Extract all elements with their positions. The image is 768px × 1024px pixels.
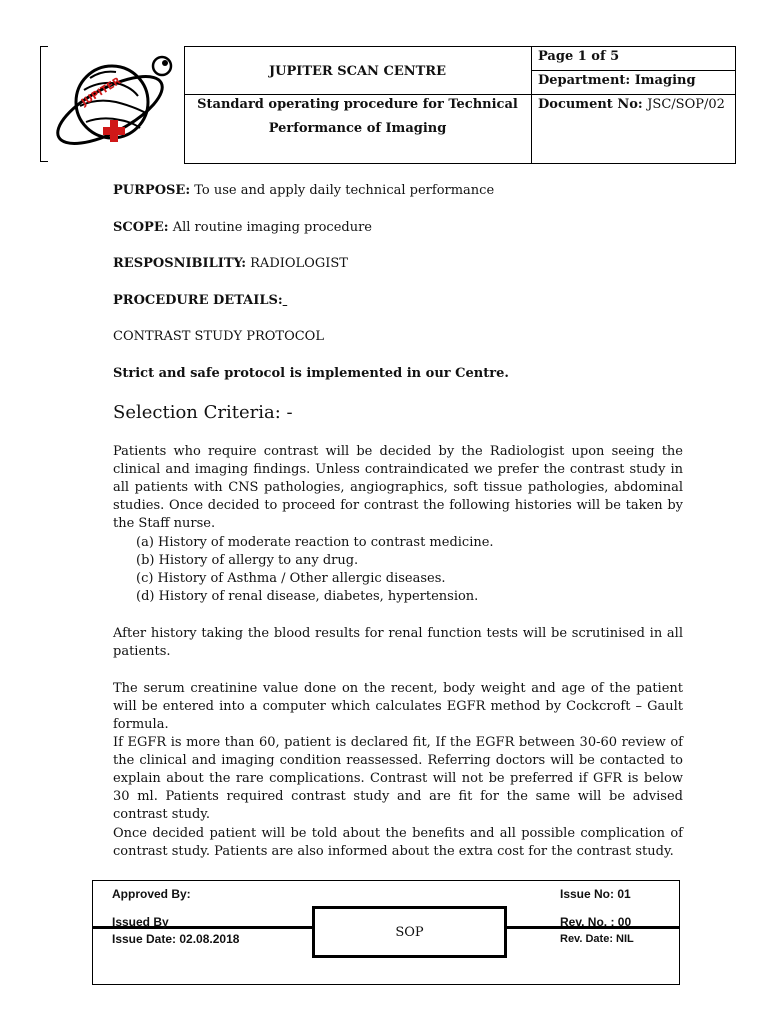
svg-text:JUPITER: JUPITER <box>79 75 124 109</box>
sop-title-line2: Performance of Imaging <box>268 121 447 136</box>
list-item: (c) History of Asthma / Other allergic diseases. <box>136 571 446 586</box>
list-item: (a) History of moderate reaction to contrast medicine. <box>136 535 494 550</box>
issued-by: Issued By <box>112 915 169 929</box>
issue-date: Issue Date: 02.08.2018 <box>112 932 240 946</box>
sop-stamp <box>312 906 507 958</box>
docno-label: Document No: <box>538 97 643 112</box>
procedure-details-label <box>113 293 287 308</box>
strict-protocol-note: Strict and safe protocol is implemented in our Centre. <box>113 366 509 381</box>
paragraph-selection: Patients who require contrast will be decided by the Radiologist upon seeing the clinical and imaging findings. Unless contraindicated we prefer the contrast study in all patients with CNS pathologies, angiographics, soft tissue pathologies, abdominal studies. Once decided to proceed for contrast the following histories will be taken by the Staff nurse. <box>113 444 683 531</box>
page-info: Page 1 of 5 <box>538 49 620 64</box>
paragraph-benefits: Once decided patient will be told about the benefits and all possible complication of contrast study. Patients are also informed about the extra cost for the contrast study. <box>113 826 683 859</box>
document-number <box>538 97 725 112</box>
contrast-protocol-title: CONTRAST STUDY PROTOCOL <box>113 329 324 344</box>
rev-date: Rev. Date: NIL <box>560 933 634 945</box>
jupiter-logo-icon <box>50 50 178 158</box>
rev-no: Rev. No. : 00 <box>560 915 632 929</box>
paragraph-creatinine: The serum creatinine value done on the recent, body weight and age of the patient will be entered into a computer which calculates EGFR method by Cockcroft – Gault formula. <box>113 681 683 732</box>
docno-value: JSC/SOP/02 <box>647 97 725 112</box>
purpose-value: To use and apply daily technical performance <box>194 183 495 198</box>
sop-label: SOP <box>395 924 424 940</box>
purpose-line <box>113 183 494 198</box>
procedure-details-text: PROCEDURE DETAILS: <box>113 293 283 308</box>
scope-line <box>113 220 372 235</box>
responsibility-label: RESPOSNIBILITY: <box>113 256 246 271</box>
approved-by: Approved By: <box>112 887 191 901</box>
purpose-label: PURPOSE: <box>113 183 191 198</box>
responsibility-value: RADIOLOGIST <box>250 256 348 271</box>
sop-title-line1: Standard operating procedure for Technical <box>197 97 518 112</box>
selection-criteria-heading: Selection Criteria: - <box>113 402 293 423</box>
centre-name: JUPITER SCAN CENTRE <box>268 64 446 79</box>
paragraph-renal-tests: After history taking the blood results for renal function tests will be scrutinised in all patients. <box>113 626 683 659</box>
department-label: Department: Imaging <box>538 73 696 88</box>
scope-value: All routine imaging procedure <box>172 220 372 235</box>
list-item: (d) History of renal disease, diabetes, hypertension. <box>136 589 479 604</box>
history-list <box>136 534 494 606</box>
responsibility-line <box>113 256 348 271</box>
issue-no: Issue No: 01 <box>560 887 631 901</box>
list-item: (b) History of allergy to any drug. <box>136 553 359 568</box>
scope-label: SCOPE: <box>113 220 169 235</box>
paragraph-egfr: If EGFR is more than 60, patient is declared fit, If the EGFR between 30-60 review of the clinical and imaging condition reassessed. Referring doctors will be contacted to explain about the rare complications. Contrast will not be preferred if GFR is below 30 ml. Patients required contrast study and are fit for the same will be advised contrast study. <box>113 735 683 822</box>
